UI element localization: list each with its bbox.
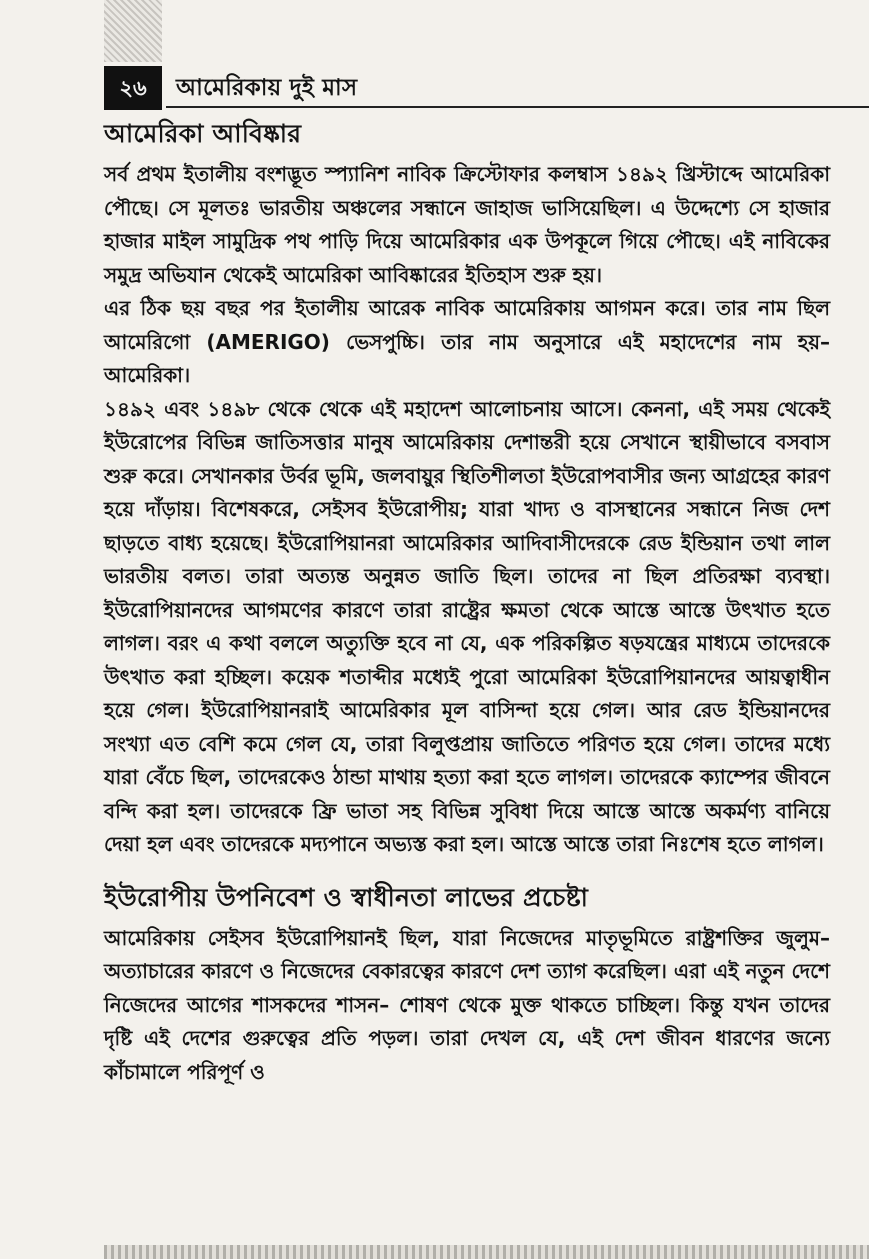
page-number: ২৬ [104, 66, 162, 110]
bottom-ornament [104, 1245, 869, 1259]
top-ornament [104, 0, 162, 62]
paragraph: সর্ব প্রথম ইতালীয় বংশদ্ভূত স্প্যানিশ নাবিক ক্রিস্টোফার কলম্বাস ১৪৯২ খ্রিস্টাব্দে আমেরিকা পৌছে। সে মূলতঃ ভারতীয় অঞ্চলের সন্ধানে জাহাজ ভাসিয়েছিল। এ উদ্দেশ্যে সে হাজার হাজার মাইল সামুদ্রিক পথ পাড়ি দিয়ে আমেরিকার এক উপকূলে গিয়ে পৌছে। এই নাবিকের সমুদ্র অভিযান থেকেই আমেরিকা আবিষ্কারের ইতিহাস শুরু হয়। [104, 162, 830, 287]
header-rule [166, 106, 869, 108]
section-heading: আমেরিকা আবিষ্কার [104, 119, 302, 148]
paragraph: এর ঠিক ছয় বছর পর ইতালীয় আরেক নাবিক আমেরিকায় আগমন করে। তার নাম ছিল আমেরিগো (AMERIGO) ভেসপুচ্চি। তার নাম অনুসারে এই মহাদেশের নাম হয়– আমেরিকা। [104, 296, 830, 387]
paragraph: আমেরিকায় সেইসব ইউরোপিয়ানই ছিল, যারা নিজেদের মাতৃভূমিতে রাষ্ট্রশক্তির জুলুম– অত্যাচারের কারণে ও নিজেদের বেকারত্বের কারণে দেশ ত্যাগ করেছিল। এরা এই নতুন দেশে নিজেদের আগের শাসকদের শাসন– শোষণ থেকে মুক্ত থাকতে চাচ্ছিল। কিন্তু যখন তাদের দৃষ্টি এই দেশের গুরুত্বের প্রতি পড়ল। তারা দেখল যে, এই দেশ জীবন ধারণের জন্যে কাঁচামালে পরিপূর্ণ ও [104, 925, 830, 1084]
paragraph: ১৪৯২ এবং ১৪৯৮ থেকে থেকে এই মহাদেশ আলোচনায় আসে। কেননা, এই সময় থেকেই ইউরোপের বিভিন্ন জাতিসত্তার মানুষ আমেরিকায় দেশান্তরী হয়ে সেখানে স্থায়ীভাবে বসবাস শুরু করে। সেখানকার উর্বর ভূমি, জলবায়ুর স্থিতিশীলতা ইউরোপবাসীর জন্য আগ্রহের কারণ হয়ে দাঁড়ায়। বিশেষকরে, সেইসব ইউরোপীয়; যারা খাদ্য ও বাসস্থানের সন্ধানে নিজ দেশ ছাড়তে বাধ্য হয়েছে। ইউরোপিয়ানরা আমেরিকার আদিবাসীদেরকে রেড ইন্ডিয়ান তথা লাল ভারতীয় বলত। তারা অত্যন্ত অনুন্নত জাতি ছিল। তাদের না ছিল প্রতিরক্ষা ব্যবস্থা। ইউরোপিয়ানদের আগমণের কারণে তারা রাষ্ট্রের ক্ষমতা থেকে আস্তে আস্তে উৎখাত হতে লাগল। বরং এ কথা বললে অত্যুক্তি হবে না যে, এক পরিকল্পিত ষড়যন্ত্রের মাধ্যমে তাদেরকে উৎখাত করা হচ্ছিল। কয়েক শতাব্দীর মধ্যেই পুরো আমেরিকা ইউরোপিয়ানদের আয়ত্বাধীন হয়ে গেল। ইউরোপিয়ানরাই আমেরিকার মূল বাসিন্দা হয়ে গেল। আর রেড ইন্ডিয়ানদের সংখ্যা এত বেশি কমে গেল যে, তারা বিলুপ্তপ্রায় জাতিতে পরিণত হয়ে গেল। তাদের মধ্যে যারা বেঁচে ছিল, তাদেরকেও ঠান্ডা মাথায় হত্যা করা হতে লাগল। তাদেরকে ক্যাম্পের জীবনে বন্দি করা হল। তাদেরকে ফ্রি ভাতা সহ বিভিন্ন সুবিধা দিয়ে আস্তে আস্তে অকর্মণ্য বানিয়ে দেয়া হল এবং তাদেরকে মদ্যপানে অভ্যস্ত করা হল। আস্তে আস্তে তারা নিঃশেষ হতে লাগল। [104, 396, 830, 856]
section-discovery-of-america [104, 118, 830, 862]
section-heading: ইউরোপীয় উপনিবেশ ও স্বাধীনতা লাভের প্রচেষ্টা [104, 882, 589, 912]
page-header [104, 66, 869, 110]
running-title: আমেরিকায় দুই মাস [176, 75, 358, 101]
section-european-colonization [104, 882, 830, 1090]
page-content [104, 118, 830, 1089]
